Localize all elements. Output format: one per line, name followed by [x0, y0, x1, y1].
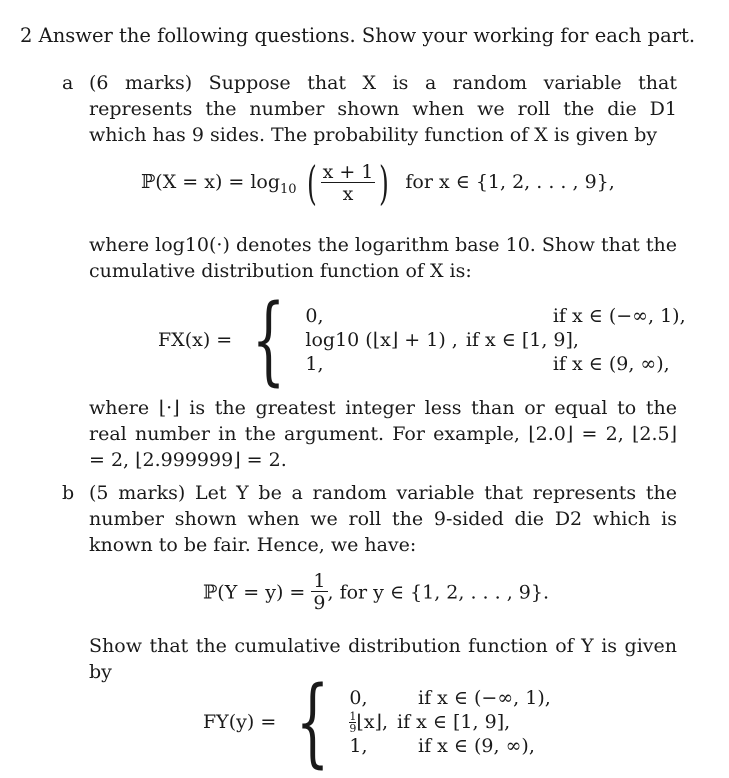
cdf-case-value: 0,: [349, 686, 368, 709]
part-a-pmf-frac-num: x + 1: [322, 160, 374, 183]
cdf-case-row: [349, 734, 550, 758]
part-b-cdf-cases: [349, 686, 550, 759]
part-b-pmf-fraction: [311, 572, 327, 613]
part-a-label: a: [62, 72, 74, 94]
cdf-case-row: [305, 352, 685, 376]
part-b-cdf-mid-frac-den: 9: [349, 722, 357, 736]
cdf-case-condition: if x ∈ [1, 9],: [397, 711, 511, 733]
cdf-case-value: 0,: [305, 305, 324, 327]
cdf-case-value: 1,: [349, 735, 368, 758]
part-a-pmf-log-base: 10: [280, 181, 297, 197]
part-a-pmf-domain: for x ∈ {1, 2, . . . , 9},: [405, 171, 615, 193]
cdf-case-row: [349, 710, 550, 735]
part-b-cdf-prompt: Show that the cumulative distribution function of Y is given by: [89, 635, 677, 683]
question-title: Answer the following questions. Show your working for each part.: [38, 24, 696, 47]
part-b-label: b: [62, 482, 75, 504]
part-a-log-note: where log10(·) denotes the logarithm base 10. Show that the cumulative distribution function of X is:: [89, 234, 677, 282]
part-b-pmf-lhs: ℙ(Y = y) =: [203, 581, 306, 604]
cdf-case-condition: if x ∈ (9, ∞),: [418, 735, 535, 758]
part-b-intro: (5 marks) Let Y be a random variable that represents the number shown when we roll the 9-sided die D2 which is known to be fair. Hence, we have:: [89, 482, 677, 556]
part-a-pmf-lhs: ℙ(X = x) = log: [141, 171, 281, 193]
part-a-floor-note: where ⌊·⌋ is the greatest integer less than or equal to the real number in the argument. For example, ⌊2.0⌋ = 2, ⌊2.5⌋ = 2, ⌊2.999999⌋ = 2.: [89, 397, 677, 471]
cdf-case-row: [349, 686, 550, 710]
part-a-cdf-cases: [305, 304, 685, 376]
question-header: [20, 24, 695, 47]
part-b-pmf-domain: , for y ∈ {1, 2, . . . , 9}.: [327, 581, 550, 604]
part-b-pmf-equation: [203, 572, 549, 613]
cdf-case-row: [305, 304, 685, 328]
left-paren: (: [306, 156, 317, 210]
cdf-case-value: log10 (⌊x⌋ + 1) ,: [305, 329, 458, 351]
part-a-pmf-frac-den: x: [321, 182, 376, 204]
cdf-case-condition: if x ∈ (9, ∞),: [552, 353, 670, 375]
cdf-case-value: [349, 710, 388, 735]
question-number: 2: [20, 24, 33, 47]
cdf-case-condition: if x ∈ (−∞, 1),: [552, 305, 686, 327]
part-b-cdf-equation: [203, 666, 551, 778]
left-brace: {: [296, 666, 330, 778]
right-paren: ): [379, 156, 390, 210]
part-b-cdf-mid-value: ⌊x⌋,: [356, 710, 389, 733]
left-brace: {: [252, 284, 286, 396]
part-a-pmf-equation: [141, 156, 615, 210]
part-a-cdf-equation: [158, 284, 686, 396]
part-a-cdf-lhs: FX(x) =: [158, 329, 233, 351]
cdf-case-condition: if x ∈ (−∞, 1),: [418, 686, 551, 709]
part-b-pmf-frac-den: 9: [313, 592, 326, 614]
part-b-cdf-lhs: FY(y) =: [203, 711, 277, 733]
cdf-case-condition: if x ∈ [1, 9],: [465, 329, 579, 351]
cdf-case-row: [305, 328, 685, 352]
part-b-pmf-frac-num: 1: [313, 570, 326, 592]
part-b-cdf-mid-frac-num: 1: [349, 710, 357, 724]
part-a-pmf-fraction: [321, 160, 376, 205]
cdf-case-value: 1,: [305, 353, 324, 375]
part-a-intro: (6 marks) Suppose that X is a random variable that represents the number shown when we roll the die D1 which has 9 sides. The probability function of X is given by: [89, 72, 677, 146]
